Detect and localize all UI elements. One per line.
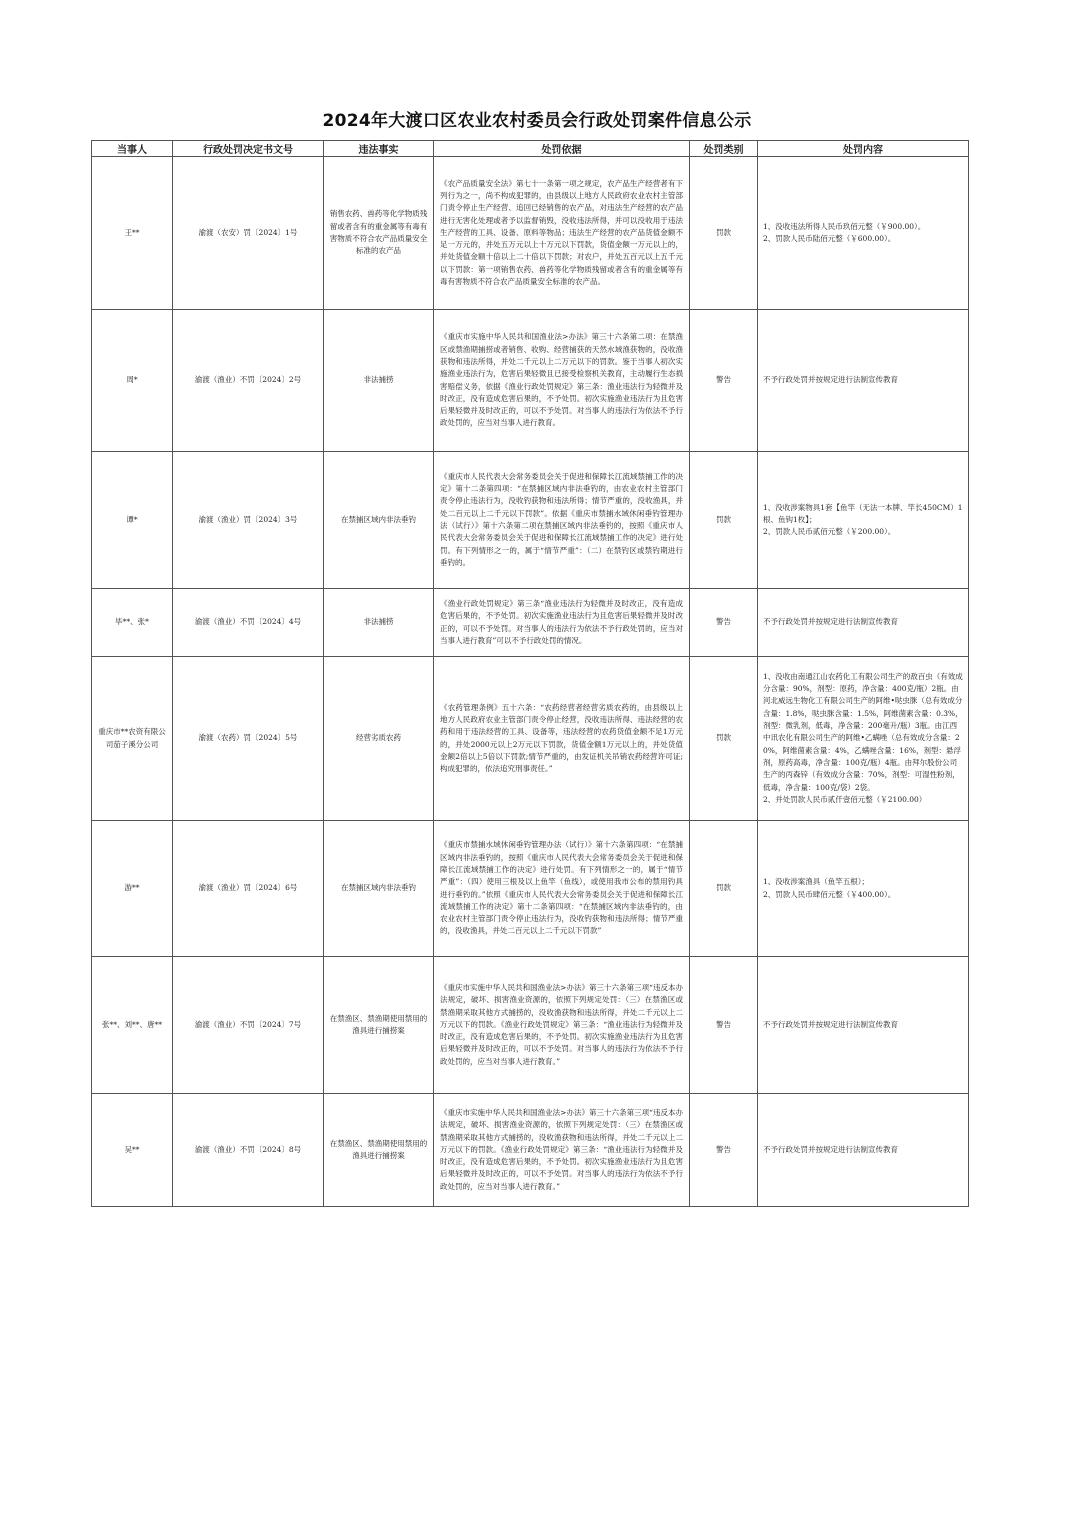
doc-no-cell: 渝渡（渔业）不罚〔2024〕4号 xyxy=(173,589,324,657)
facts-cell: 在禁渔区、禁渔期使用禁用的渔具进行捕捞案 xyxy=(324,1094,434,1207)
party-cell: 重庆市**农资有限公司茄子溪分公司 xyxy=(92,657,173,821)
basis-cell: 《重庆市实施中华人民共和国渔业法>办法》第三十六条第三项“违反本办法规定，破坏、损害渔业资源的，依照下列规定处罚：（三）在禁渔区或禁渔期采取其他方式捕捞的，没收渔获物和违法所得，并处二千元以上二万元以下的罚款。《渔业行政处罚规定》第三条：“渔业违法行为轻微并及时改正，没有造成危害后果的，不予处罚。初次实施渔业违法行为且危害后果轻微并及时改正的，可以不予处罚。对当事人的违法行为依法不予行政处罚的，应当对当事人进行教育。” xyxy=(434,957,690,1094)
table-row xyxy=(92,452,969,589)
category-cell: 罚款 xyxy=(690,452,758,589)
content-cell xyxy=(758,452,969,589)
content-cell xyxy=(758,957,969,1094)
content-line: 不予行政处罚并按规定进行法制宣传教育 xyxy=(763,1019,898,1029)
penalty-table xyxy=(91,140,969,1207)
header-doc-no: 行政处罚决定书文号 xyxy=(173,141,324,157)
content-line: 2、罚款人民币肆佰元整（￥400.00）。 xyxy=(763,889,896,899)
header-basis: 处罚依据 xyxy=(434,141,690,157)
doc-no-cell: 渝渡（渔业）不罚〔2024〕7号 xyxy=(173,957,324,1094)
basis-cell: 《农药管理条例》五十六条：“农药经营者经营劣质农药的，由县级以上地方人民政府农业主管部门责令停止经营，没收违法所得、违法经营的农药和用于违法经营的工具、设备等，违法经营的农药货值金额不足1万元的，并处2000元以上2万元以下罚款，货值金额1万元以上的，并处货值金额2倍以上5倍以下罚款;情节严重的，由发证机关吊销农药经营许可证;构成犯罪的，依法追究刑事责任。” xyxy=(434,657,690,821)
party-cell: 毕**、张* xyxy=(92,589,173,657)
category-cell: 罚款 xyxy=(690,821,758,957)
content-line: 2、并处罚款人民币贰仟壹佰元整（￥2100.00） xyxy=(763,794,927,804)
table-row xyxy=(92,657,969,821)
content-line: 不予行政处罚并按规定进行法制宣传教育 xyxy=(763,1144,898,1154)
content-cell xyxy=(758,657,969,821)
doc-no-cell: 渝渡（农药）罚〔2024〕5号 xyxy=(173,657,324,821)
table-row xyxy=(92,310,969,452)
doc-no-cell: 渝渡（渔业）不罚〔2024〕2号 xyxy=(173,310,324,452)
table-row xyxy=(92,1094,969,1207)
content-cell xyxy=(758,157,969,310)
basis-cell: 《重庆市实施中华人民共和国渔业法>办法》第三十六条第二项：在禁渔区或禁渔期捕捞或者销售、收购、经营捕获的天然水域渔获物的，没收渔获物和违法所得，并处二千元以上二万元以下的罚款。鉴于当事人初次实施渔业违法行为，危害后果轻微且已接受检察机关教育，主动履行生态损害赔偿义务，依据《渔业行政处罚规定》第三条：渔业违法行为轻微并及时改正，没有造成危害后果的，不予处罚。初次实施渔业违法行为且危害后果轻微并及时改正的，可以不予处罚。对当事人的违法行为依法不予行政处罚的，应当对当事人进行教育。 xyxy=(434,310,690,452)
table-row xyxy=(92,589,969,657)
header-content: 处罚内容 xyxy=(758,141,969,157)
table-row xyxy=(92,821,969,957)
category-cell: 警告 xyxy=(690,589,758,657)
basis-cell: 《农产品质量安全法》第七十一条第一项之规定，农产品生产经营者有下列行为之一，尚不构成犯罪的，由县级以上地方人民政府农业农村主管部门责令停止生产经营、追回已经销售的农产品，对违法生产经营的农产品进行无害化处理或者予以监督销毁，没收违法所得，并可以没收用于违法生产经营的工具、设备、原料等物品；违法生产经营的农产品货值金额不足一万元的，并处五万元以上十万元以下罚款，货值金额一万元以上的，并处货值金额十倍以上二十倍以下罚款；对农户，并处五百元以上五千元以下罚款：第一项销售农药、兽药等化学物质残留或者含有的重金属等有毒有害物质不符合农产品质量安全标准的农产品。 xyxy=(434,157,690,310)
facts-cell: 非法捕捞 xyxy=(324,310,434,452)
party-cell: 张**、刘**、唐** xyxy=(92,957,173,1094)
table-header xyxy=(92,141,969,157)
document-title: 2024年大渡口区农业农村委员会行政处罚案件信息公示 xyxy=(322,111,752,131)
basis-cell: 《重庆市禁捕水域休闲垂钓管理办法（试行）》第十六条第四项：“在禁捕区域内非法垂钓的，按照《重庆市人民代表大会常务委员会关于促进和保障长江流域禁捕工作的决定》进行处罚。有下列情形之一的，属于“情节严重”：（四）使用三根及以上鱼竿（鱼线），或使用我市公布的禁用钓具进行垂钓的。”依照《重庆市人民代表大会常务委员会关于促进和保障长江流域禁捕工作的决定》第十二条第四项：“在禁捕区域内非法垂钓的，由农业农村主管部门责令停止违法行为，没收钓获物和违法所得；情节严重的，没收渔具，并处二百元以上二千元以下罚款” xyxy=(434,821,690,957)
content-cell xyxy=(758,310,969,452)
category-cell: 罚款 xyxy=(690,657,758,821)
doc-no-cell: 渝渡（渔业）不罚〔2024〕8号 xyxy=(173,1094,324,1207)
table-row xyxy=(92,957,969,1094)
content-line: 不予行政处罚并按规定进行法制宣传教育 xyxy=(763,617,898,627)
category-cell: 警告 xyxy=(690,1094,758,1207)
doc-no-cell: 渝渡（渔业）罚〔2024〕6号 xyxy=(173,821,324,957)
party-cell: 游** xyxy=(92,821,173,957)
category-cell: 警告 xyxy=(690,957,758,1094)
party-cell: 王** xyxy=(92,157,173,310)
header-party: 当事人 xyxy=(92,141,173,157)
facts-cell: 经营劣质农药 xyxy=(324,657,434,821)
table-row xyxy=(92,157,969,310)
category-cell: 警告 xyxy=(690,310,758,452)
content-cell xyxy=(758,589,969,657)
content-line: 1、没收违法所得人民币玖佰元整（￥900.00）。 xyxy=(763,221,926,231)
category-cell: 罚款 xyxy=(690,157,758,310)
content-cell xyxy=(758,1094,969,1207)
facts-cell: 销售农药、兽药等化学物质残留或者含有的重金属等有毒有害物质不符合农产品质量安全标准的农产品 xyxy=(324,157,434,310)
doc-no-cell: 渝渡（渔业）罚〔2024〕3号 xyxy=(173,452,324,589)
content-line: 1、没收涉案渔具（鱼竿五根）； xyxy=(763,877,870,887)
basis-cell: 《渔业行政处罚规定》第三条“渔业违法行为轻微并及时改正，没有造成危害后果的，不予处罚。初次实施渔业违法行为且危害后果轻微并及时改正的，可以不予处罚。对当事人的违法行为依法不予行政处罚的，应当对当事人进行教育”可以不予行政处罚的情况。 xyxy=(434,589,690,657)
party-cell: 吴** xyxy=(92,1094,173,1207)
content-cell xyxy=(758,821,969,957)
facts-cell: 在禁渔区、禁渔期使用禁用的渔具进行捕捞案 xyxy=(324,957,434,1094)
party-cell: 周* xyxy=(92,310,173,452)
facts-cell: 在禁捕区域内非法垂钓 xyxy=(324,821,434,957)
content-line: 不予行政处罚并按规定进行法制宣传教育 xyxy=(763,375,898,385)
doc-no-cell: 渝渡（农安）罚〔2024〕1号 xyxy=(173,157,324,310)
basis-cell: 《重庆市人民代表大会常务委员会关于促进和保障长江流域禁捕工作的决定》第十二条第四项：“在禁捕区域内非法垂钓的，由农业农村主管部门责令停止违法行为，没收钓获物和违法所得；情节严重的，没收渔具，并处二百元以上二千元以下罚款”。依据《重庆市禁捕水域休闲垂钓管理办法（试行）》第十六条第二项在禁捕区域内非法垂钓的，按照《重庆市人民代表大会常务委员会关于促进和保障长江流域禁捕工作的决定》进行处罚。有下列情形之一的，属于“情节严重”：（二）在禁钓区或禁钓期进行垂钓的。 xyxy=(434,452,690,589)
facts-cell: 非法捕捞 xyxy=(324,589,434,657)
party-cell: 谭* xyxy=(92,452,173,589)
content-line: 1、没收涉案物具1套【鱼竿（无法一本牌、竿长450CM）1根、鱼钩1枚】； xyxy=(763,502,963,524)
content-line: 2、罚款人民币陆佰元整（￥600.00）。 xyxy=(763,234,896,243)
facts-cell: 在禁捕区域内非法垂钓 xyxy=(324,452,434,589)
content-line: 1、没收由南通江山农药化工有限公司生产的敌百虫（有效成分含量：90%，剂型：原药，净含量：400克/瓶）2瓶。由河北威远生物化工有限公司生产的阿维•哒虫脒（总有效成分含量：1.8%，哒虫脒含量：1.5%，阿维菌素含量：0.3%，剂型：微乳剂，低毒，净含量：200毫升/瓶）3瓶。由江西中讯农化有限公司生产的阿维•乙螨唑（总有效成分含量：20%，阿维菌素含量：4%，乙螨唑含量：16%，剂型：悬浮剂，原药高毒，净含量：100克/瓶）4瓶。由拜尔股份公司生产的丙森锌（有效成分含量：70%，剂型：可湿性粉剂，低毒，净含量：100克/袋）2袋。 xyxy=(763,671,963,792)
header-facts: 违法事实 xyxy=(324,141,434,157)
content-line: 2、罚款人民币贰佰元整（￥200.00）。 xyxy=(763,527,896,537)
header-category: 处罚类别 xyxy=(690,141,758,157)
basis-cell: 《重庆市实施中华人民共和国渔业法>办法》第三十六条第三项“违反本办法规定，破坏、损害渔业资源的，依照下列规定处罚：（三）在禁渔区或禁渔期采取其他方式捕捞的，没收渔获物和违法所得，并处二千元以上二万元以下的罚款。《渔业行政处罚规定》第三条：“渔业违法行为轻微并及时改正，没有造成危害后果的，不予处罚。初次实施渔业违法行为且危害后果轻微并及时改正的，可以不予处罚。对当事人的违法行为依法不予行政处罚的，应当对当事人进行教育。” xyxy=(434,1094,690,1207)
